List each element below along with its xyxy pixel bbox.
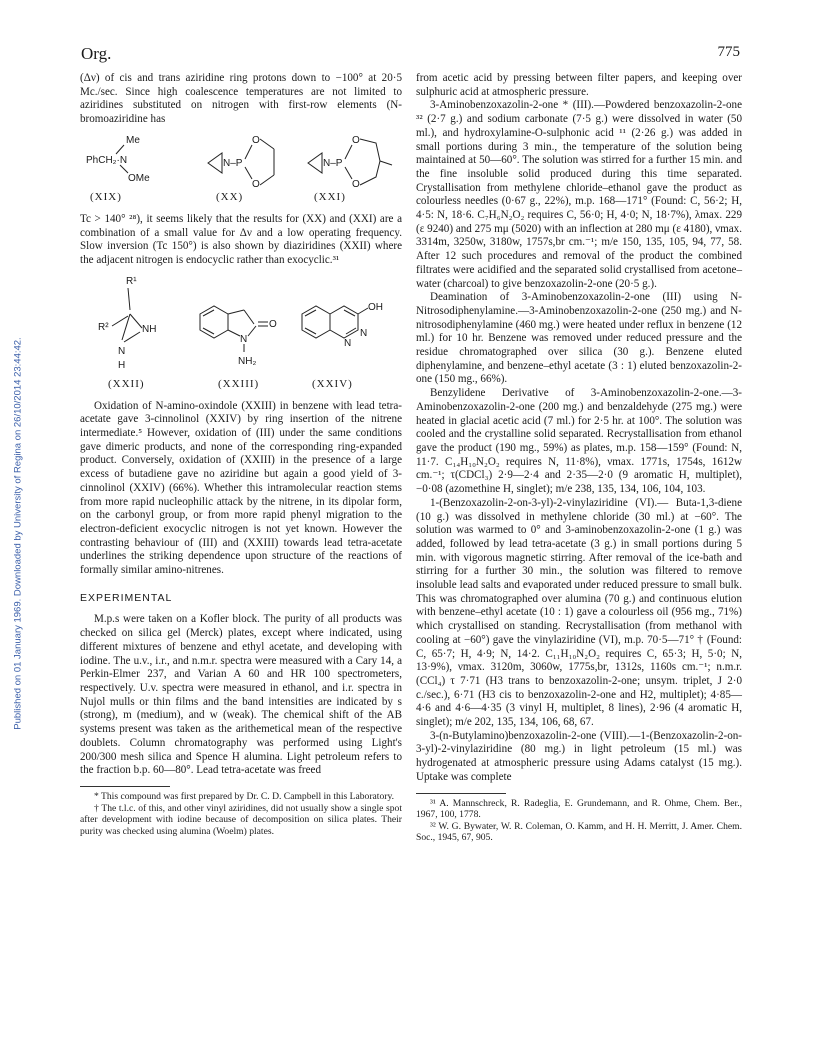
- paragraph: M.p.s were taken on a Kofler block. The purity of all products was checked on silica gel (Merck) plates, except where indicated, using different mixtures of benzene and ethyl acetate, and developing with iodine. The u.v., i.r., and n.m.r. spectra were measured with a Cary 14, a Perkin-Elmer 237, and Varian A 60 and HR 100 spectrometers, respectively. U.v. spectra were measured in ethanol, and i.r. spectra in Nujol mulls or thin films and the band intensities are indicated by s (strong), m (medium), and w (weak). The chemical shift of the AB systems present was taken as the arithemetical mean of the respective doublets. Column chromatography was performed using Light's 200/300 mesh silica and Spence H alumina. Light petroleum refers to the fraction b.p. 60—80°. Lead tetra-acetate was freed: [80, 613, 402, 777]
- paragraph: Tc > 140° ²⁸), it seems likely that the results for (XX) and (XXI) are a combination of a small value for Δν and a low operating frequency. Slow inversion (Tc 150°) is also shown by diaziridines (XXII) where the adjacent nitrogen is endocyclic rather than exocyclic.³¹: [80, 212, 402, 266]
- atom-np: N–P: [323, 157, 343, 169]
- paragraph: 3-Aminobenzoxazolin-2-one * (III).—Powdered benzoxazolin-2-one ³² (2·7 g.) and sodium carbonate (7·5 g.) were dissolved in water (50 ml.), and hydroxylamine-O-sulphonic acid ¹¹ (2·26 g.) was added in small portions during 3 min., the temperature of the solution being maintained at 50—60°. The solution was stirred for a further 15 min. and the fine insoluble solid produced during this time separated. Crystallisation from methylene chloride–ethanol gave the product as colourless needles (0·67 g., 22%), m.p. 168—171° (Found: C, 56·2; H, 4·5: N, 18·6. C₇H₆N₂O₂ requires C, 56·0; H, 4·0; N, 18·7%), λmax. 229 (ε 9240) and 275 mμ (5020) with an inflection at 280 mμ (ε 4180), νmax. 3314m, 3250w, 3180w, 1757s,br cm.⁻¹; m/e 150, 135, 105, 94, 77, 58. After 12 such procedures and removal of the product the combined filtrates were acidified and the separated solid crystallised from acetone–water (charcoal) to give benzoxazolin-2-one (20·5 g.).: [416, 99, 742, 290]
- atom-nh: NH: [142, 323, 157, 335]
- atom-n: N: [344, 337, 352, 349]
- structures-xix-xxi: [80, 129, 402, 207]
- atom-o: O: [352, 178, 360, 190]
- atom-o: O: [269, 318, 277, 330]
- compound-label: (XXIV): [312, 377, 353, 390]
- compound-label: (XX): [216, 190, 244, 203]
- footnote: * This compound was first prepared by Dr. C. D. Campbell in this Laboratory.: [94, 790, 395, 802]
- atom-me: Me: [126, 134, 140, 146]
- compound-label: (XXII): [108, 377, 145, 390]
- atom-n: N: [118, 345, 126, 357]
- paragraph: Deamination of 3-Aminobenzoxazolin-2-one (III) using N-Nitrosodiphenylamine.—3-Aminobenzoxazolin-2-one (250 mg.) and N-nitrosodiphenylamine (460 mg.) were heated under reflux in benzene (12 ml.) for 10 hr. Benzene was removed under reduced pressure and the residue chromatographed over silica (30 g.). Benzene eluted diphenylamine, and benzene–ethyl acetate (3 : 1) eluted benzoxazolin-2-one (150 mg., 66%).: [416, 291, 742, 386]
- reference: ³¹ A. Mannschreck, R. Radeglia, E. Grundemann, and R. Ohme, Chem. Ber., 1967, 100, 1778.: [416, 797, 742, 821]
- compound-label: (XXI): [314, 190, 346, 203]
- atom-o: O: [352, 134, 360, 146]
- atom-phch2n: PhCH₂·N: [86, 154, 128, 166]
- structures-xxii-xxiv: [80, 272, 402, 396]
- atom-o: O: [252, 178, 260, 190]
- paragraph: (Δν) of cis and trans aziridine ring protons down to −100° at 20·5 Mc./sec. Since high coalescence temperatures are not limited to aziridines substituted on nitrogen with first-row elements (N-bromoaziridine has: [80, 72, 402, 126]
- atom-n: N: [360, 327, 368, 339]
- right-column: [416, 72, 742, 844]
- atom-o: O: [252, 134, 260, 146]
- section-heading: EXPERIMENTAL: [80, 591, 173, 604]
- download-sidebar: [0, 0, 24, 1056]
- paragraph: Benzylidene Derivative of 3-Aminobenzoxazolin-2-one.—3-Aminobenzoxazolin-2-one (200 mg.) and benzaldehyde (275 mg.) were heated in glacial acetic acid (7 ml.) for 2·5 hr. at 100°. The solution was cooled and the crystalline solid separated. Recrystallisation from ethanol gave the product (190 mg., 59%) as plates, m.p. 158—159° (Found: N, 11·7. C₁₄H₁₀N₂O₂ requires N, 11·8%), νmax. 1771s, 1754s, 1612w cm.⁻¹; τ(CDCl₃) 2·9—2·4 and 2·35—2·0 (9 aromatic H, multiplet), −0·08 (azomethine H, singlet); m/e 238, 135, 134, 106, 104, 103.: [416, 387, 742, 496]
- paragraph: 3-(n-Butylamino)benzoxazolin-2-one (VIII).—1-(Benzoxazolin-2-on-3-yl)-2-vinylaziridine (80 mg.) in light petroleum (15 ml.) was hydrogenated at atmospheric pressure using Adams catalyst (15 mg.). Uptake was complete: [416, 729, 742, 783]
- paragraph: Oxidation of N-amino-oxindole (XXIII) in benzene with lead tetra-acetate gave 3-cinnolinol (XXIV) by ring insertion of the nitrene intermediate.⁵ However, oxidation of (III) under the same conditions gave dimeric products, and none of the corresponding ring-expanded product. Conversely, oxidation of (XXIII) in the presence of a large excess of butadiene gave no aziridine but again a good yield of 3-cinnolinol (XXIV) (66%). Whether this intramolecular reaction stems from more rapid nucleophilic attack by the nitrene, in its dipolar form, on the carbonyl group, or from more rapid phenyl migration to the electron-deficient exocyclic nitrogen is not yet known. However the contrasting behaviour of (III) and (XXIII) towards lead tetra-acetate underlines the striking dependence upon structure of the reactions of formally similar amino-nitrenes.: [80, 399, 402, 577]
- atom-nh2: NH₂: [238, 355, 257, 367]
- atom-r2: R²: [98, 321, 109, 333]
- compound-label: (XXIII): [218, 377, 260, 390]
- sidebar-text[interactable]: Published on 01 January 1969. Downloaded by University of Regina on 26/10/2014 23:44:42.: [12, 337, 24, 730]
- footnote-divider: [80, 786, 170, 787]
- atom-ome: OMe: [128, 172, 150, 184]
- left-column: [80, 72, 402, 837]
- structure-diagram-2: [80, 272, 402, 378]
- atom-np: N–P: [223, 157, 243, 169]
- atom-h: H: [118, 359, 126, 371]
- atom-n: N: [240, 333, 248, 345]
- paragraph: 1-(Benzoxazolin-2-on-3-yl)-2-vinylaziridine (VI).— Buta-1,3-diene (10 g.) was dissolved in methylene chloride (30 ml.) at −60°. The solution was warmed to 0° and 3-aminobenzoxazolin-2-one (1 g.) was added, followed by lead tetra-acetate (3 g.) in small portions during 5 min. with vigorous magnetic stirring. After removal of the ice-bath and stirring for a further 30 min., the solution was filtered to remove insoluble lead salts and evaporated under reduced pressure to small bulk. This was chromatographed over alumina (70 g.) and continuous elution with benzene–ethyl acetate (10 : 1) gave a colourless oil (956 mg., 71%) which crystallised on standing. Recrystallisation (from methanol with cooling at −60°) gave the vinylaziridine (VI), m.p. 70·5—71° † (Found: C, 65·7; H, 4·9; N, 14·2. C₁₁H₁₀N₂O₂ requires C, 65·3; H, 5·0; N, 13·9%), νmax. 3120m, 3060w, 1775s,br, 1312s, 1160s cm.⁻¹; n.m.r. (CCl₄) τ 7·71 (H3 trans to benzoxazolin-2-one; unsym. triplet, J 2·0 c./sec.), 6·71 (H3 cis to benzoxazolin-2-one and H2, multiplet); 4·85—4·6 and 4·6—4·35 (3 vinyl H, multiplet, 8 lines), 2·96 (4 aromatic H, singlet); m/e 202, 135, 134, 106, 68, 67.: [416, 496, 742, 729]
- compound-label: (XIX): [90, 190, 122, 203]
- reference-divider: [416, 793, 506, 794]
- reference: ³² W. G. Bywater, W. R. Coleman, O. Kamm, and H. H. Merritt, J. Amer. Chem. Soc., 1945, 67, 905.: [416, 820, 742, 844]
- journal-name: Org.: [81, 44, 112, 63]
- paragraph: from acetic acid by pressing between filter papers, and keeping over sulphuric acid at atmospheric pressure.: [416, 72, 742, 98]
- footnote: † The t.l.c. of this, and other vinyl aziridines, did not usually show a single spot after development with iodine because of decomposition on silica plates. Their purity was checked using alumina (Woelm) plates.: [80, 802, 402, 837]
- atom-oh: OH: [368, 301, 383, 313]
- atom-r1: R¹: [126, 275, 137, 287]
- page-number: 775: [717, 44, 740, 60]
